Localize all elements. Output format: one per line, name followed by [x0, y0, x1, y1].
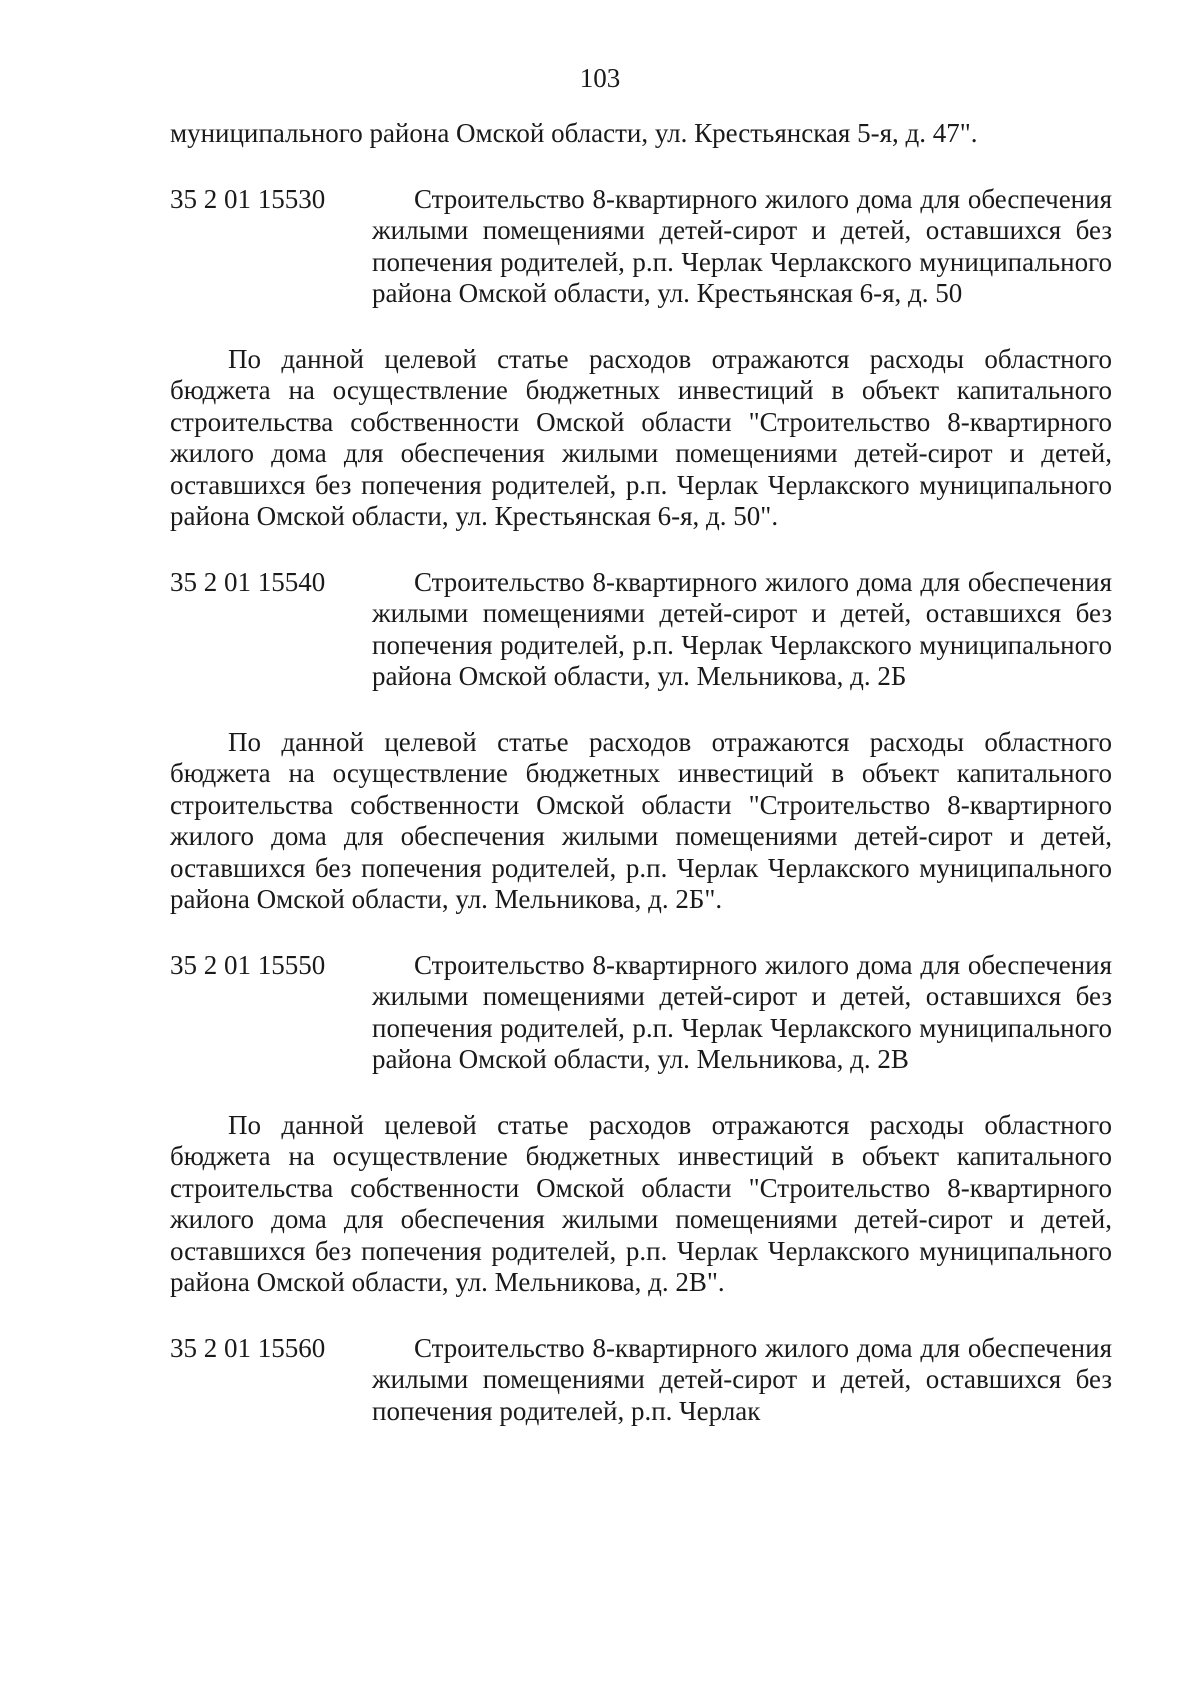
entry-title: Строительство 8-квартирного жилого дома для обеспечения жилыми помещениями детей-сирот и детей, оставшихся без попечения родителей, р.п. Черлак	[372, 1332, 1112, 1426]
document-body	[170, 118, 1112, 1427]
budget-entry	[170, 1333, 1112, 1428]
entry-title: Строительство 8-квартирного жилого дома для обеспечения жилыми помещениями детей-сирот и детей, оставшихся без попечения родителей, р.п. Черлак Черлакского муниципального района Омской области, ул. Крестьянская 6-я, д. 50	[372, 183, 1112, 308]
entry-title: Строительство 8-квартирного жилого дома для обеспечения жилыми помещениями детей-сирот и детей, оставшихся без попечения родителей, р.п. Черлак Черлакского муниципального района Омской области, ул. Мельникова, д. 2Б	[372, 566, 1112, 691]
entry-description: По данной целевой статье расходов отражаются расходы областного бюджета на осуществление бюджетных инвестиций в объект капитального строительства собственности Омской области "Строительство 8-квартирного жилого дома для обеспечения жилыми помещениями детей-сирот и детей, оставшихся без попечения родителей, р.п. Черлак Черлакского муниципального района Омской области, ул. Мельникова, д. 2В".	[170, 1109, 1112, 1297]
entry-code: 35 2 01 15560	[170, 1332, 326, 1363]
budget-entry	[170, 950, 1112, 1076]
entry-title: Строительство 8-квартирного жилого дома для обеспечения жилыми помещениями детей-сирот и детей, оставшихся без попечения родителей, р.п. Черлак Черлакского муниципального района Омской области, ул. Мельникова, д. 2В	[372, 949, 1112, 1074]
entry-description: По данной целевой статье расходов отражаются расходы областного бюджета на осуществление бюджетных инвестиций в объект капитального строительства собственности Омской области "Строительство 8-квартирного жилого дома для обеспечения жилыми помещениями детей-сирот и детей, оставшихся без попечения родителей, р.п. Черлак Черлакского муниципального района Омской области, ул. Крестьянская 6-я, д. 50".	[170, 343, 1112, 531]
budget-entry	[170, 184, 1112, 310]
entry-code: 35 2 01 15540	[170, 566, 326, 597]
budget-entry	[170, 567, 1112, 693]
entry-description: По данной целевой статье расходов отражаются расходы областного бюджета на осуществление бюджетных инвестиций в объект капитального строительства собственности Омской области "Строительство 8-квартирного жилого дома для обеспечения жилыми помещениями детей-сирот и детей, оставшихся без попечения родителей, р.п. Черлак Черлакского муниципального района Омской области, ул. Мельникова, д. 2Б".	[170, 726, 1112, 914]
entry-code: 35 2 01 15550	[170, 949, 326, 980]
entry-code: 35 2 01 15530	[170, 183, 326, 214]
continuation-text: муниципального района Омской области, ул. Крестьянская 5-я, д. 47".	[170, 118, 978, 148]
page-number: 103	[579, 63, 621, 93]
